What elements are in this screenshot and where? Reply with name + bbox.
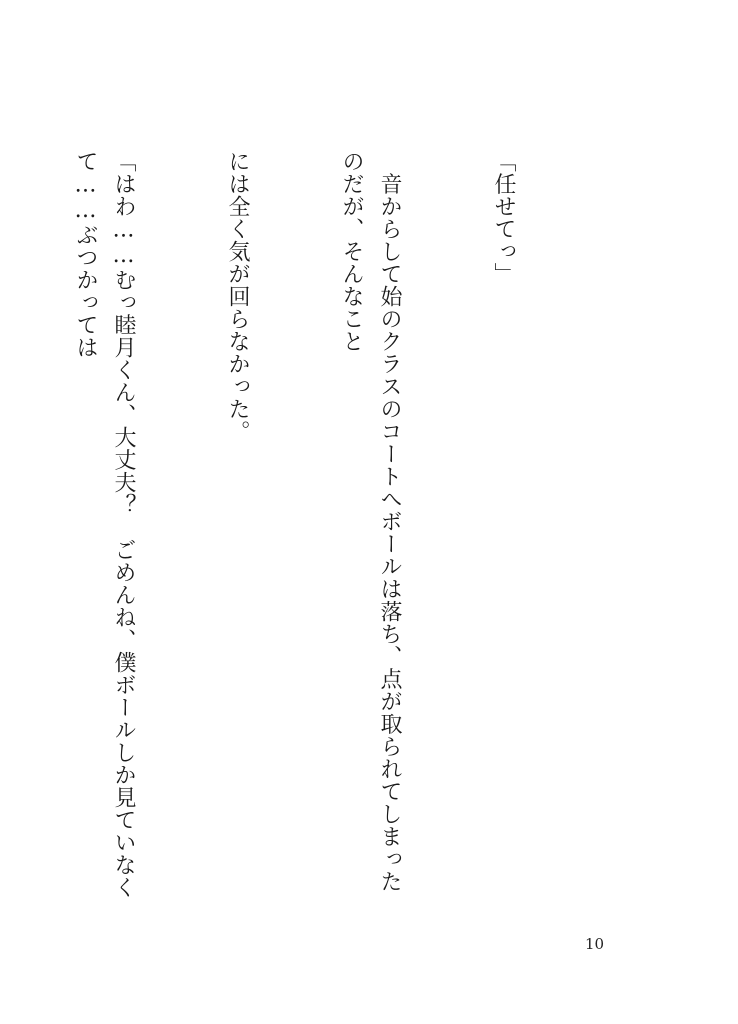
text-line: 音からして始のクラスのコートへボールは落ち、点が取られてしまったのだが、そんなこと	[339, 150, 402, 893]
text-line: 「はわ……むっ睦月くん、大丈夫？ ごめんね、僕ボールしか見ていなくて……ぶつかっては	[73, 150, 136, 899]
page-number: 10	[585, 935, 605, 953]
text-line: 「任せてっ」	[491, 150, 516, 285]
text-line: には全く気が回らなかった。	[225, 150, 250, 443]
vertical-text-block	[38, 150, 598, 910]
